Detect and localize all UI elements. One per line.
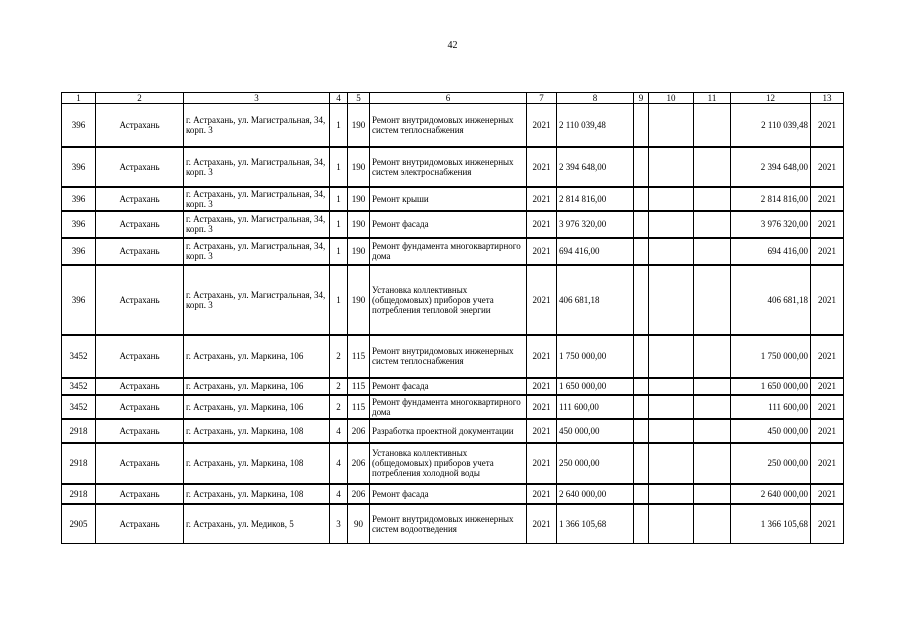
table-cell-c3: г. Астрахань, ул. Магистральная, 34, корп. 3 [184,147,330,187]
table-cell-c9 [634,211,649,238]
table-cell-c13: 2021 [811,419,844,443]
table-row [62,484,844,504]
table-cell-c13: 2021 [811,187,844,211]
table-cell-c2: Астрахань [96,211,184,238]
table-cell-c7: 2021 [527,335,557,378]
table-cell-c5: 206 [348,419,370,443]
table-cell-c12: 2 814 816,00 [731,187,811,211]
table-cell-c6: Разработка проектной документации [370,419,527,443]
table-row [62,378,844,395]
table-cell-c3: г. Астрахань, ул. Магистральная, 34, корп. 3 [184,187,330,211]
table-cell-c8: 2 814 816,00 [557,187,634,211]
table-cell-c2: Астрахань [96,395,184,419]
column-header: 8 [557,93,634,104]
table-cell-c2: Астрахань [96,147,184,187]
table-cell-c11 [694,378,731,395]
table-cell-c11 [694,187,731,211]
table-cell-c3: г. Астрахань, ул. Магистральная, 34, корп. 3 [184,211,330,238]
table-cell-c1: 396 [62,104,96,147]
table-cell-c4: 2 [330,335,348,378]
table-row [62,419,844,443]
table-cell-c3: г. Астрахань, ул. Медиков, 5 [184,504,330,544]
table-cell-c1: 396 [62,187,96,211]
table-cell-c7: 2021 [527,238,557,265]
table-cell-c1: 396 [62,265,96,335]
table-cell-c4: 1 [330,238,348,265]
table-cell-c4: 4 [330,419,348,443]
table-cell-c13: 2021 [811,265,844,335]
table-cell-c10 [649,147,694,187]
table-cell-c12: 111 600,00 [731,395,811,419]
table-cell-c2: Астрахань [96,265,184,335]
column-header: 3 [184,93,330,104]
table-cell-c11 [694,238,731,265]
table-cell-c7: 2021 [527,504,557,544]
table-cell-c7: 2021 [527,147,557,187]
table-cell-c3: г. Астрахань, ул. Маркина, 106 [184,378,330,395]
table-cell-c12: 1 366 105,68 [731,504,811,544]
table-cell-c5: 90 [348,504,370,544]
table-cell-c10 [649,443,694,484]
table-row [62,147,844,187]
table-cell-c4: 3 [330,504,348,544]
table-cell-c12: 250 000,00 [731,443,811,484]
table-row [62,211,844,238]
table-cell-c7: 2021 [527,484,557,504]
table-cell-c11 [694,419,731,443]
table-cell-c13: 2021 [811,335,844,378]
table-cell-c12: 2 394 648,00 [731,147,811,187]
table-cell-c7: 2021 [527,395,557,419]
column-header: 10 [649,93,694,104]
table-cell-c4: 1 [330,187,348,211]
table-cell-c4: 1 [330,211,348,238]
table-cell-c13: 2021 [811,378,844,395]
table-cell-c6: Ремонт фасада [370,484,527,504]
table-cell-c5: 115 [348,395,370,419]
table-cell-c8: 2 394 648,00 [557,147,634,187]
table-cell-c5: 206 [348,484,370,504]
table-cell-c6: Ремонт фасада [370,211,527,238]
table-cell-c10 [649,238,694,265]
table-cell-c5: 115 [348,378,370,395]
table-cell-c13: 2021 [811,211,844,238]
table-cell-c7: 2021 [527,443,557,484]
table-cell-c1: 3452 [62,335,96,378]
table-cell-c3: г. Астрахань, ул. Маркина, 108 [184,419,330,443]
table-cell-c5: 190 [348,187,370,211]
table-cell-c6: Ремонт внутридомовых инженерных систем водоотведения [370,504,527,544]
table-cell-c6: Ремонт фасада [370,378,527,395]
table-cell-c1: 396 [62,238,96,265]
column-header: 13 [811,93,844,104]
table-cell-c6: Ремонт фундамента многоквартирного дома [370,395,527,419]
table-row [62,335,844,378]
table-cell-c11 [694,265,731,335]
table-cell-c9 [634,395,649,419]
table-cell-c8: 250 000,00 [557,443,634,484]
table-row [62,504,844,544]
table-cell-c4: 4 [330,443,348,484]
table-cell-c9 [634,484,649,504]
table-cell-c3: г. Астрахань, ул. Маркина, 106 [184,395,330,419]
table-cell-c6: Ремонт фундамента многоквартирного дома [370,238,527,265]
table-cell-c6: Ремонт внутридомовых инженерных систем электроснабжения [370,147,527,187]
table-cell-c12: 1 650 000,00 [731,378,811,395]
table-cell-c9 [634,443,649,484]
table-cell-c9 [634,378,649,395]
column-header: 7 [527,93,557,104]
table-cell-c12: 1 750 000,00 [731,335,811,378]
table-cell-c3: г. Астрахань, ул. Магистральная, 34, корп. 3 [184,104,330,147]
table-cell-c7: 2021 [527,378,557,395]
table-cell-c6: Ремонт внутридомовых инженерных систем теплоснабжения [370,104,527,147]
table-row [62,187,844,211]
table-cell-c9 [634,187,649,211]
table-cell-c2: Астрахань [96,443,184,484]
table-cell-c7: 2021 [527,104,557,147]
table-cell-c1: 2918 [62,419,96,443]
table-row [62,238,844,265]
table-cell-c2: Астрахань [96,504,184,544]
table-cell-c3: г. Астрахань, ул. Магистральная, 34, корп. 3 [184,238,330,265]
table-cell-c5: 190 [348,211,370,238]
table-cell-c12: 406 681,18 [731,265,811,335]
table-cell-c2: Астрахань [96,104,184,147]
column-header: 11 [694,93,731,104]
table-cell-c9 [634,419,649,443]
table-cell-c8: 111 600,00 [557,395,634,419]
table-cell-c2: Астрахань [96,187,184,211]
table-cell-c10 [649,211,694,238]
table-cell-c6: Ремонт внутридомовых инженерных систем теплоснабжения [370,335,527,378]
table-cell-c8: 450 000,00 [557,419,634,443]
table-cell-c11 [694,484,731,504]
table-cell-c5: 115 [348,335,370,378]
table-cell-c6: Ремонт крыши [370,187,527,211]
page-number: 42 [447,40,458,51]
table-cell-c3: г. Астрахань, ул. Маркина, 108 [184,443,330,484]
column-header: 6 [370,93,527,104]
table-cell-c5: 206 [348,443,370,484]
table-cell-c10 [649,484,694,504]
table-cell-c2: Астрахань [96,335,184,378]
table-cell-c1: 3452 [62,395,96,419]
table-cell-c1: 396 [62,147,96,187]
table-cell-c11 [694,211,731,238]
table-cell-c13: 2021 [811,504,844,544]
column-header: 2 [96,93,184,104]
table-cell-c12: 3 976 320,00 [731,211,811,238]
table-cell-c10 [649,419,694,443]
table-cell-c1: 2905 [62,504,96,544]
table-cell-c12: 450 000,00 [731,419,811,443]
table-cell-c10 [649,378,694,395]
table-cell-c9 [634,504,649,544]
table-cell-c10 [649,504,694,544]
table-cell-c6: Установка коллективных (общедомовых) приборов учета потребления холодной воды [370,443,527,484]
table-cell-c9 [634,265,649,335]
table-cell-c5: 190 [348,147,370,187]
table-cell-c7: 2021 [527,265,557,335]
capital-repair-table [61,92,844,544]
table-cell-c8: 3 976 320,00 [557,211,634,238]
table-cell-c2: Астрахань [96,484,184,504]
table-cell-c3: г. Астрахань, ул. Маркина, 106 [184,335,330,378]
table-cell-c13: 2021 [811,238,844,265]
table-cell-c5: 190 [348,265,370,335]
table-cell-c8: 1 750 000,00 [557,335,634,378]
table-cell-c8: 1 366 105,68 [557,504,634,544]
table-cell-c13: 2021 [811,484,844,504]
table-cell-c11 [694,443,731,484]
table-cell-c9 [634,147,649,187]
table-cell-c8: 406 681,18 [557,265,634,335]
column-header: 5 [348,93,370,104]
table-cell-c3: г. Астрахань, ул. Магистральная, 34, корп. 3 [184,265,330,335]
table-cell-c4: 1 [330,104,348,147]
table-cell-c4: 1 [330,147,348,187]
table-cell-c1: 2918 [62,443,96,484]
table-row [62,265,844,335]
table-cell-c11 [694,147,731,187]
table-cell-c8: 1 650 000,00 [557,378,634,395]
table-cell-c2: Астрахань [96,238,184,265]
table-cell-c11 [694,504,731,544]
table-cell-c7: 2021 [527,211,557,238]
table-cell-c10 [649,104,694,147]
table-cell-c5: 190 [348,104,370,147]
column-header: 9 [634,93,649,104]
table-cell-c9 [634,238,649,265]
table-cell-c1: 3452 [62,378,96,395]
table-cell-c7: 2021 [527,419,557,443]
table-cell-c6: Установка коллективных (общедомовых) приборов учета потребления тепловой энергии [370,265,527,335]
table-cell-c12: 2 110 039,48 [731,104,811,147]
column-header: 4 [330,93,348,104]
table-cell-c8: 694 416,00 [557,238,634,265]
column-header: 12 [731,93,811,104]
table-row [62,104,844,147]
table-cell-c9 [634,104,649,147]
column-number-row [62,93,844,104]
table-cell-c11 [694,395,731,419]
table-cell-c11 [694,104,731,147]
table-cell-c4: 2 [330,395,348,419]
table-cell-c10 [649,187,694,211]
table-cell-c4: 4 [330,484,348,504]
table-cell-c10 [649,335,694,378]
table-cell-c5: 190 [348,238,370,265]
table-cell-c13: 2021 [811,104,844,147]
table-cell-c10 [649,265,694,335]
table-cell-c1: 396 [62,211,96,238]
table-cell-c2: Астрахань [96,378,184,395]
table-cell-c4: 1 [330,265,348,335]
table-row [62,443,844,484]
table-cell-c10 [649,395,694,419]
table-cell-c3: г. Астрахань, ул. Маркина, 108 [184,484,330,504]
table-cell-c13: 2021 [811,443,844,484]
table-cell-c4: 2 [330,378,348,395]
table-cell-c13: 2021 [811,147,844,187]
table-cell-c7: 2021 [527,187,557,211]
table-cell-c12: 2 640 000,00 [731,484,811,504]
column-header: 1 [62,93,96,104]
table-cell-c13: 2021 [811,395,844,419]
table-cell-c8: 2 640 000,00 [557,484,634,504]
table-cell-c11 [694,335,731,378]
table-cell-c12: 694 416,00 [731,238,811,265]
table-cell-c1: 2918 [62,484,96,504]
table-cell-c9 [634,335,649,378]
table-cell-c2: Астрахань [96,419,184,443]
table-cell-c8: 2 110 039,48 [557,104,634,147]
table-row [62,395,844,419]
